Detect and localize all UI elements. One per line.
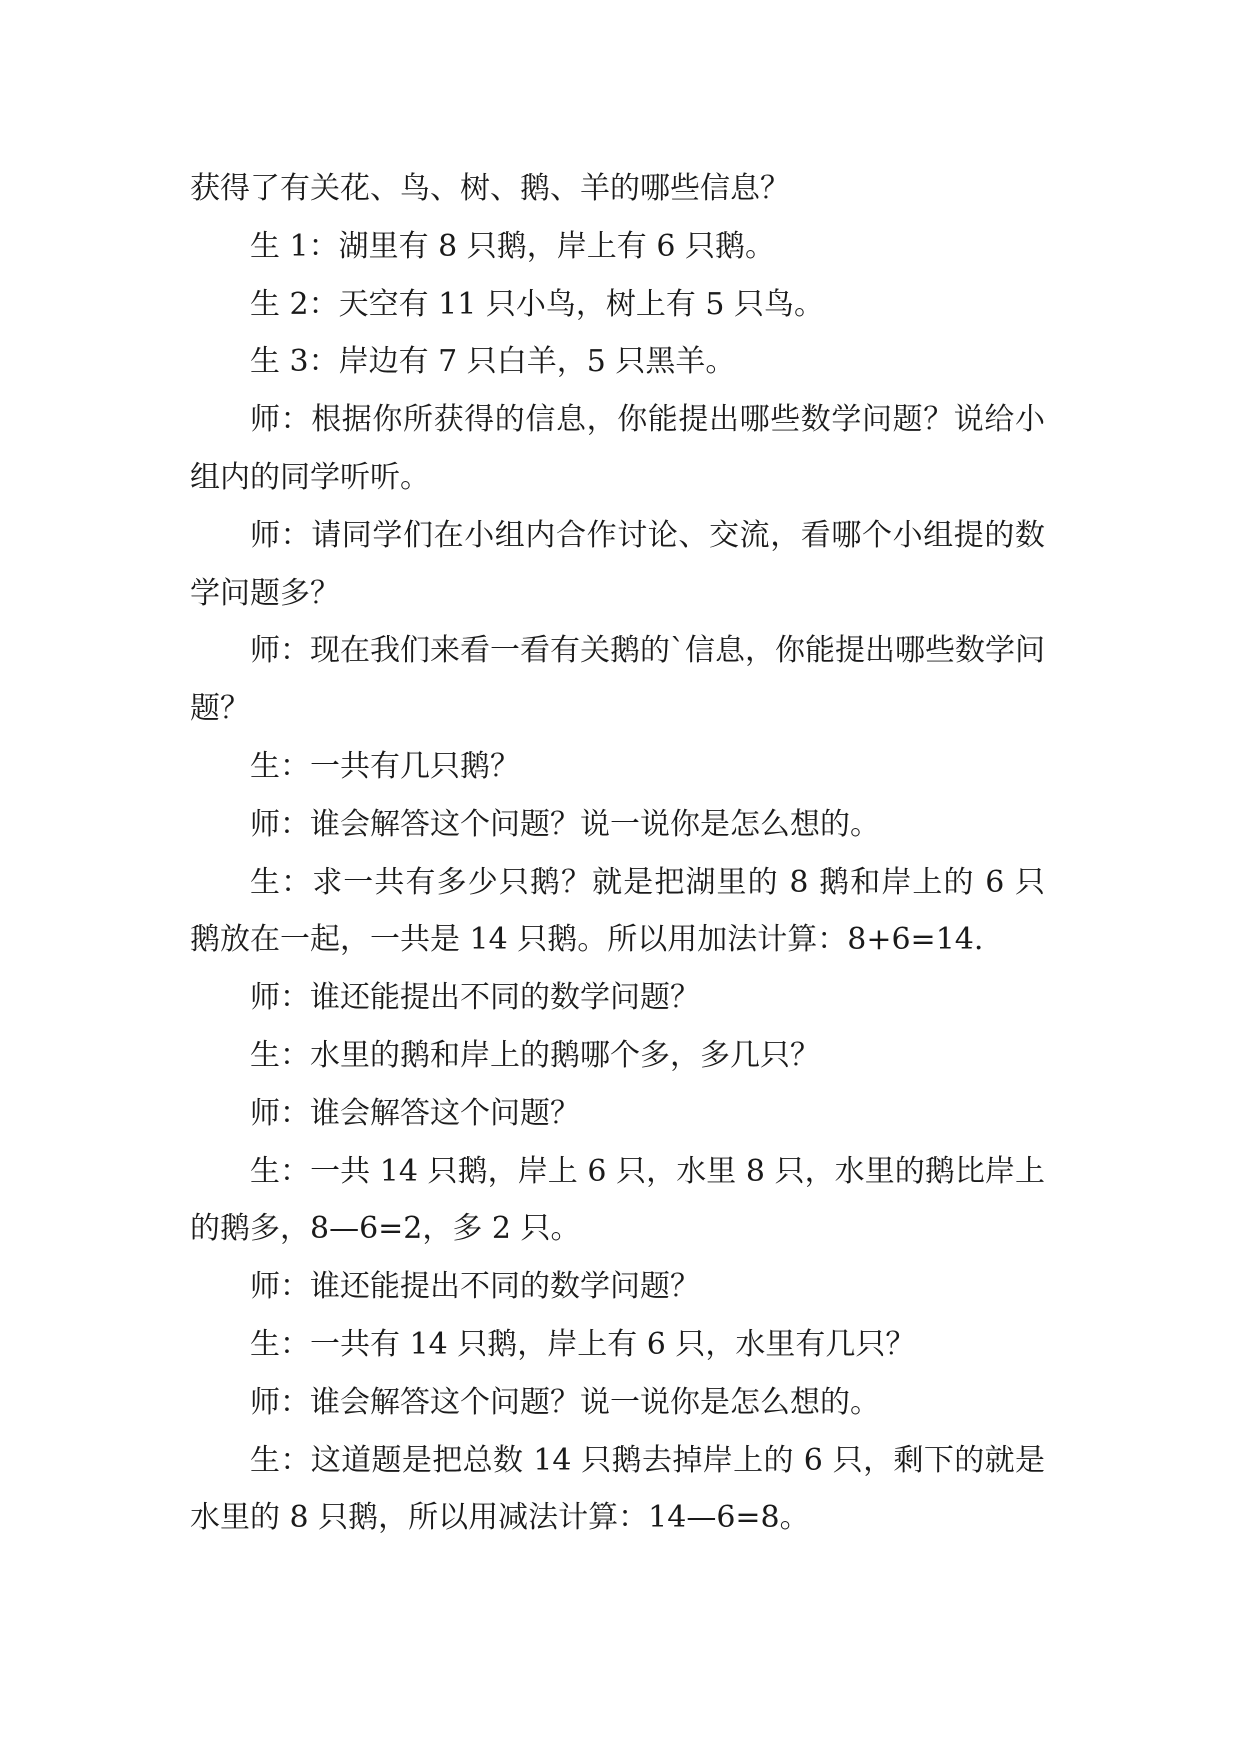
paragraph: 师：根据你所获得的信息，你能提出哪些数学问题？说给小组内的同学听听。 [190,402,1045,495]
paragraph: 生 1：湖里有 8 只鹅，岸上有 6 只鹅。 [250,228,775,264]
paragraph: 生：水里的鹅和岸上的鹅哪个多，多几只？ [250,1037,820,1073]
paragraph: 师：请同学们在小组内合作讨论、交流，看哪个小组提的数学问题多？ [190,517,1045,611]
paragraph: 师：现在我们来看一看有关鹅的`信息，你能提出哪些数学问题？ [190,633,1045,727]
paragraph: 获得了有关花、鸟、树、鹅、羊的哪些信息？ [190,171,790,206]
paragraph: 生：一共有几只鹅？ [250,748,520,784]
paragraph: 师：谁还能提出不同的数学问题？ [250,980,700,1016]
paragraph: 生 2：天空有 11 只小鸟，树上有 5 只鸟。 [250,286,825,322]
paragraph: 生 3：岸边有 7 只白羊，5 只黑羊。 [250,344,736,380]
paragraph: 生：这道题是把总数 14 只鹅去掉岸上的 6 只，剩下的就是水里的 8 只鹅，所以用减法计算：14—6=8。 [190,1442,1045,1536]
paragraph: 师：谁会解答这个问题？说一说你是怎么想的。 [250,806,880,842]
paragraph: 生：求一共有多少只鹅？就是把湖里的 8 鹅和岸上的 6 只鹅放在一起，一共是 14 只鹅。所以用加法计算：8+6=14. [190,864,1045,958]
paragraph: 师：谁还能提出不同的数学问题？ [250,1269,700,1305]
paragraph: 师：谁会解答这个问题？说一说你是怎么想的。 [250,1384,880,1420]
paragraph: 生：一共有 14 只鹅，岸上有 6 只，水里有几只？ [250,1326,916,1362]
paragraph: 师：谁会解答这个问题？ [250,1095,580,1131]
paragraph: 生：一共 14 只鹅，岸上 6 只，水里 8 只，水里的鹅比岸上的鹅多，8—6=2，多 2 只。 [190,1153,1045,1247]
document-body [190,160,1045,1547]
